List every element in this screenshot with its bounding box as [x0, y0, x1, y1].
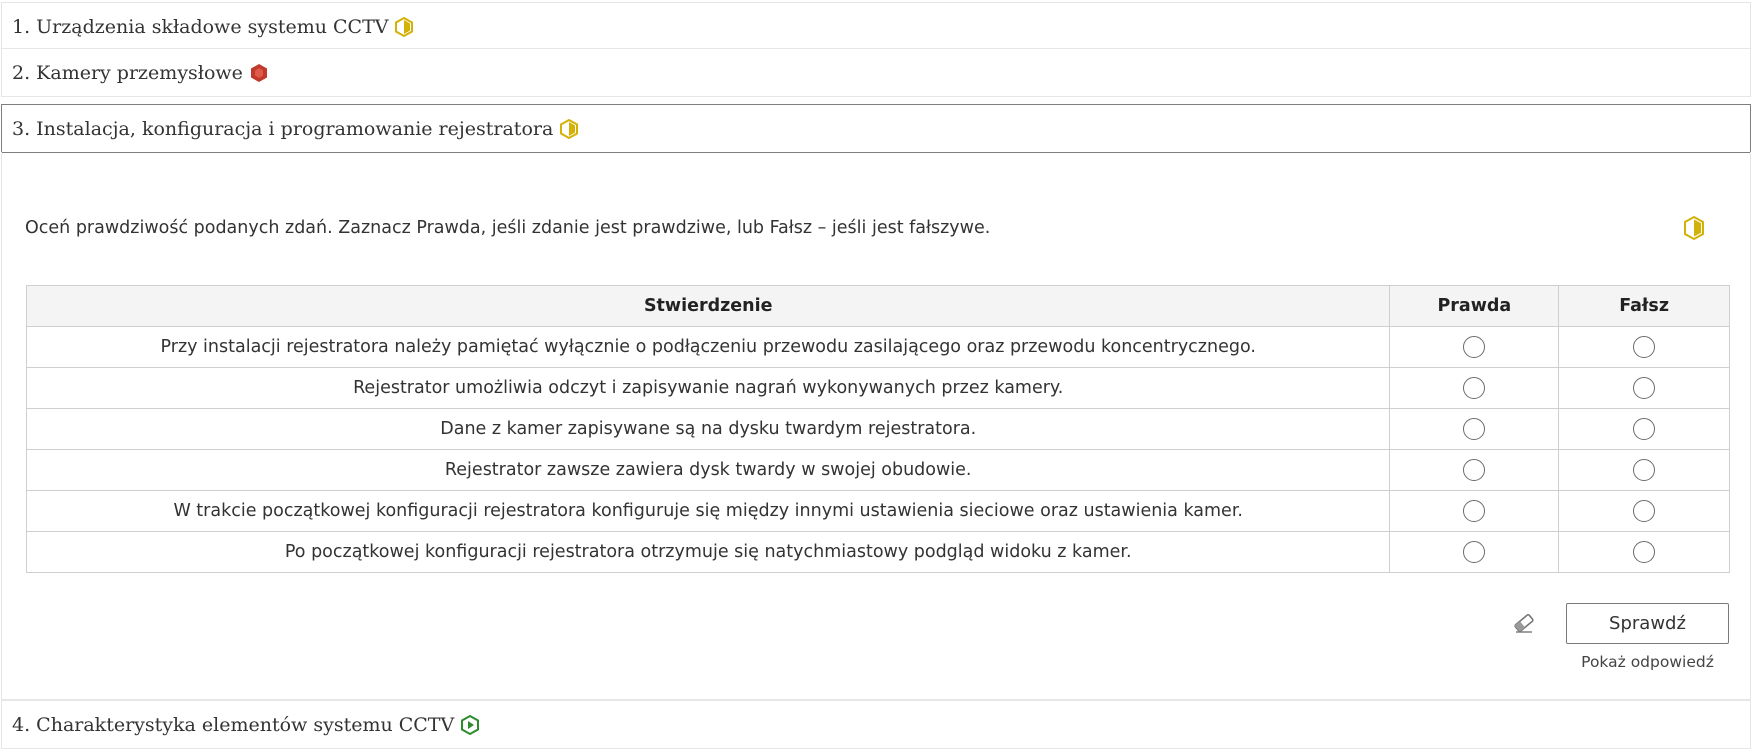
half-hexagon-yellow-icon: [1682, 215, 1706, 241]
table-header-row: [27, 286, 1730, 327]
section-header-2[interactable]: [1, 48, 1751, 97]
table-row: [27, 532, 1730, 573]
true-cell: [1390, 368, 1559, 409]
false-cell: [1559, 327, 1730, 368]
true-radio[interactable]: [1463, 459, 1485, 481]
true-radio[interactable]: [1463, 500, 1485, 522]
statement-text: Rejestrator zawsze zawiera dysk twardy w swojej obudowie.: [27, 450, 1390, 491]
true-cell: [1390, 327, 1559, 368]
check-button[interactable]: Sprawdź: [1566, 603, 1729, 644]
false-radio[interactable]: [1633, 500, 1655, 522]
false-cell: [1559, 409, 1730, 450]
section-header-3[interactable]: [1, 104, 1751, 153]
false-radio[interactable]: [1633, 541, 1655, 563]
false-radio[interactable]: [1633, 418, 1655, 440]
table-row: [27, 491, 1730, 532]
statement-text: Przy instalacji rejestratora należy pamiętać wyłącznie o podłączeniu przewodu zasilającego oraz przewodu koncentrycznego.: [27, 327, 1390, 368]
false-cell: [1559, 450, 1730, 491]
column-header-statement: Stwierdzenie: [27, 286, 1390, 327]
section-header-1[interactable]: [1, 2, 1751, 51]
column-header-true: Prawda: [1390, 286, 1559, 327]
play-hexagon-green-icon: [460, 714, 480, 736]
false-cell: [1559, 532, 1730, 573]
true-cell: [1390, 450, 1559, 491]
table-row: [27, 327, 1730, 368]
section-title: 1. Urządzenia składowe systemu CCTV: [12, 15, 389, 38]
section-header-4[interactable]: [1, 700, 1751, 749]
section-3-panel: [1, 152, 1751, 700]
section-title: 4. Charakterystyka elementów systemu CCTV: [12, 713, 455, 736]
section-title: 3. Instalacja, konfiguracja i programowanie rejestratora: [12, 117, 554, 140]
true-radio[interactable]: [1463, 377, 1485, 399]
true-radio[interactable]: [1463, 336, 1485, 358]
table-row: [27, 368, 1730, 409]
show-answer-link[interactable]: Pokaż odpowiedź: [1581, 653, 1714, 671]
true-false-table: [26, 285, 1730, 573]
task-instruction: Oceń prawdziwość podanych zdań. Zaznacz Prawda, jeśli zdanie jest prawdziwe, lub Fałsz – jeśli jest fałszywe.: [25, 218, 991, 238]
hexagon-red-icon: [249, 62, 269, 84]
section-title: 2. Kamery przemysłowe: [12, 61, 243, 84]
eraser-icon[interactable]: [1512, 612, 1536, 634]
false-cell: [1559, 491, 1730, 532]
false-radio[interactable]: [1633, 459, 1655, 481]
table-row: [27, 450, 1730, 491]
true-cell: [1390, 491, 1559, 532]
true-cell: [1390, 409, 1559, 450]
statement-text: Po początkowej konfiguracji rejestratora otrzymuje się natychmiastowy podgląd widoku z kamer.: [27, 532, 1390, 573]
true-radio[interactable]: [1463, 541, 1485, 563]
statement-text: Dane z kamer zapisywane są na dysku twardym rejestratora.: [27, 409, 1390, 450]
false-radio[interactable]: [1633, 336, 1655, 358]
half-hexagon-yellow-icon: [559, 118, 579, 140]
true-radio[interactable]: [1463, 418, 1485, 440]
true-cell: [1390, 532, 1559, 573]
table-row: [27, 409, 1730, 450]
false-radio[interactable]: [1633, 377, 1655, 399]
statement-text: Rejestrator umożliwia odczyt i zapisywanie nagrań wykonywanych przez kamery.: [27, 368, 1390, 409]
half-hexagon-yellow-icon: [394, 16, 414, 38]
column-header-false: Fałsz: [1559, 286, 1730, 327]
false-cell: [1559, 368, 1730, 409]
statement-text: W trakcie początkowej konfiguracji rejestratora konfiguruje się między innymi ustawienia sieciowe oraz ustawienia kamer.: [27, 491, 1390, 532]
